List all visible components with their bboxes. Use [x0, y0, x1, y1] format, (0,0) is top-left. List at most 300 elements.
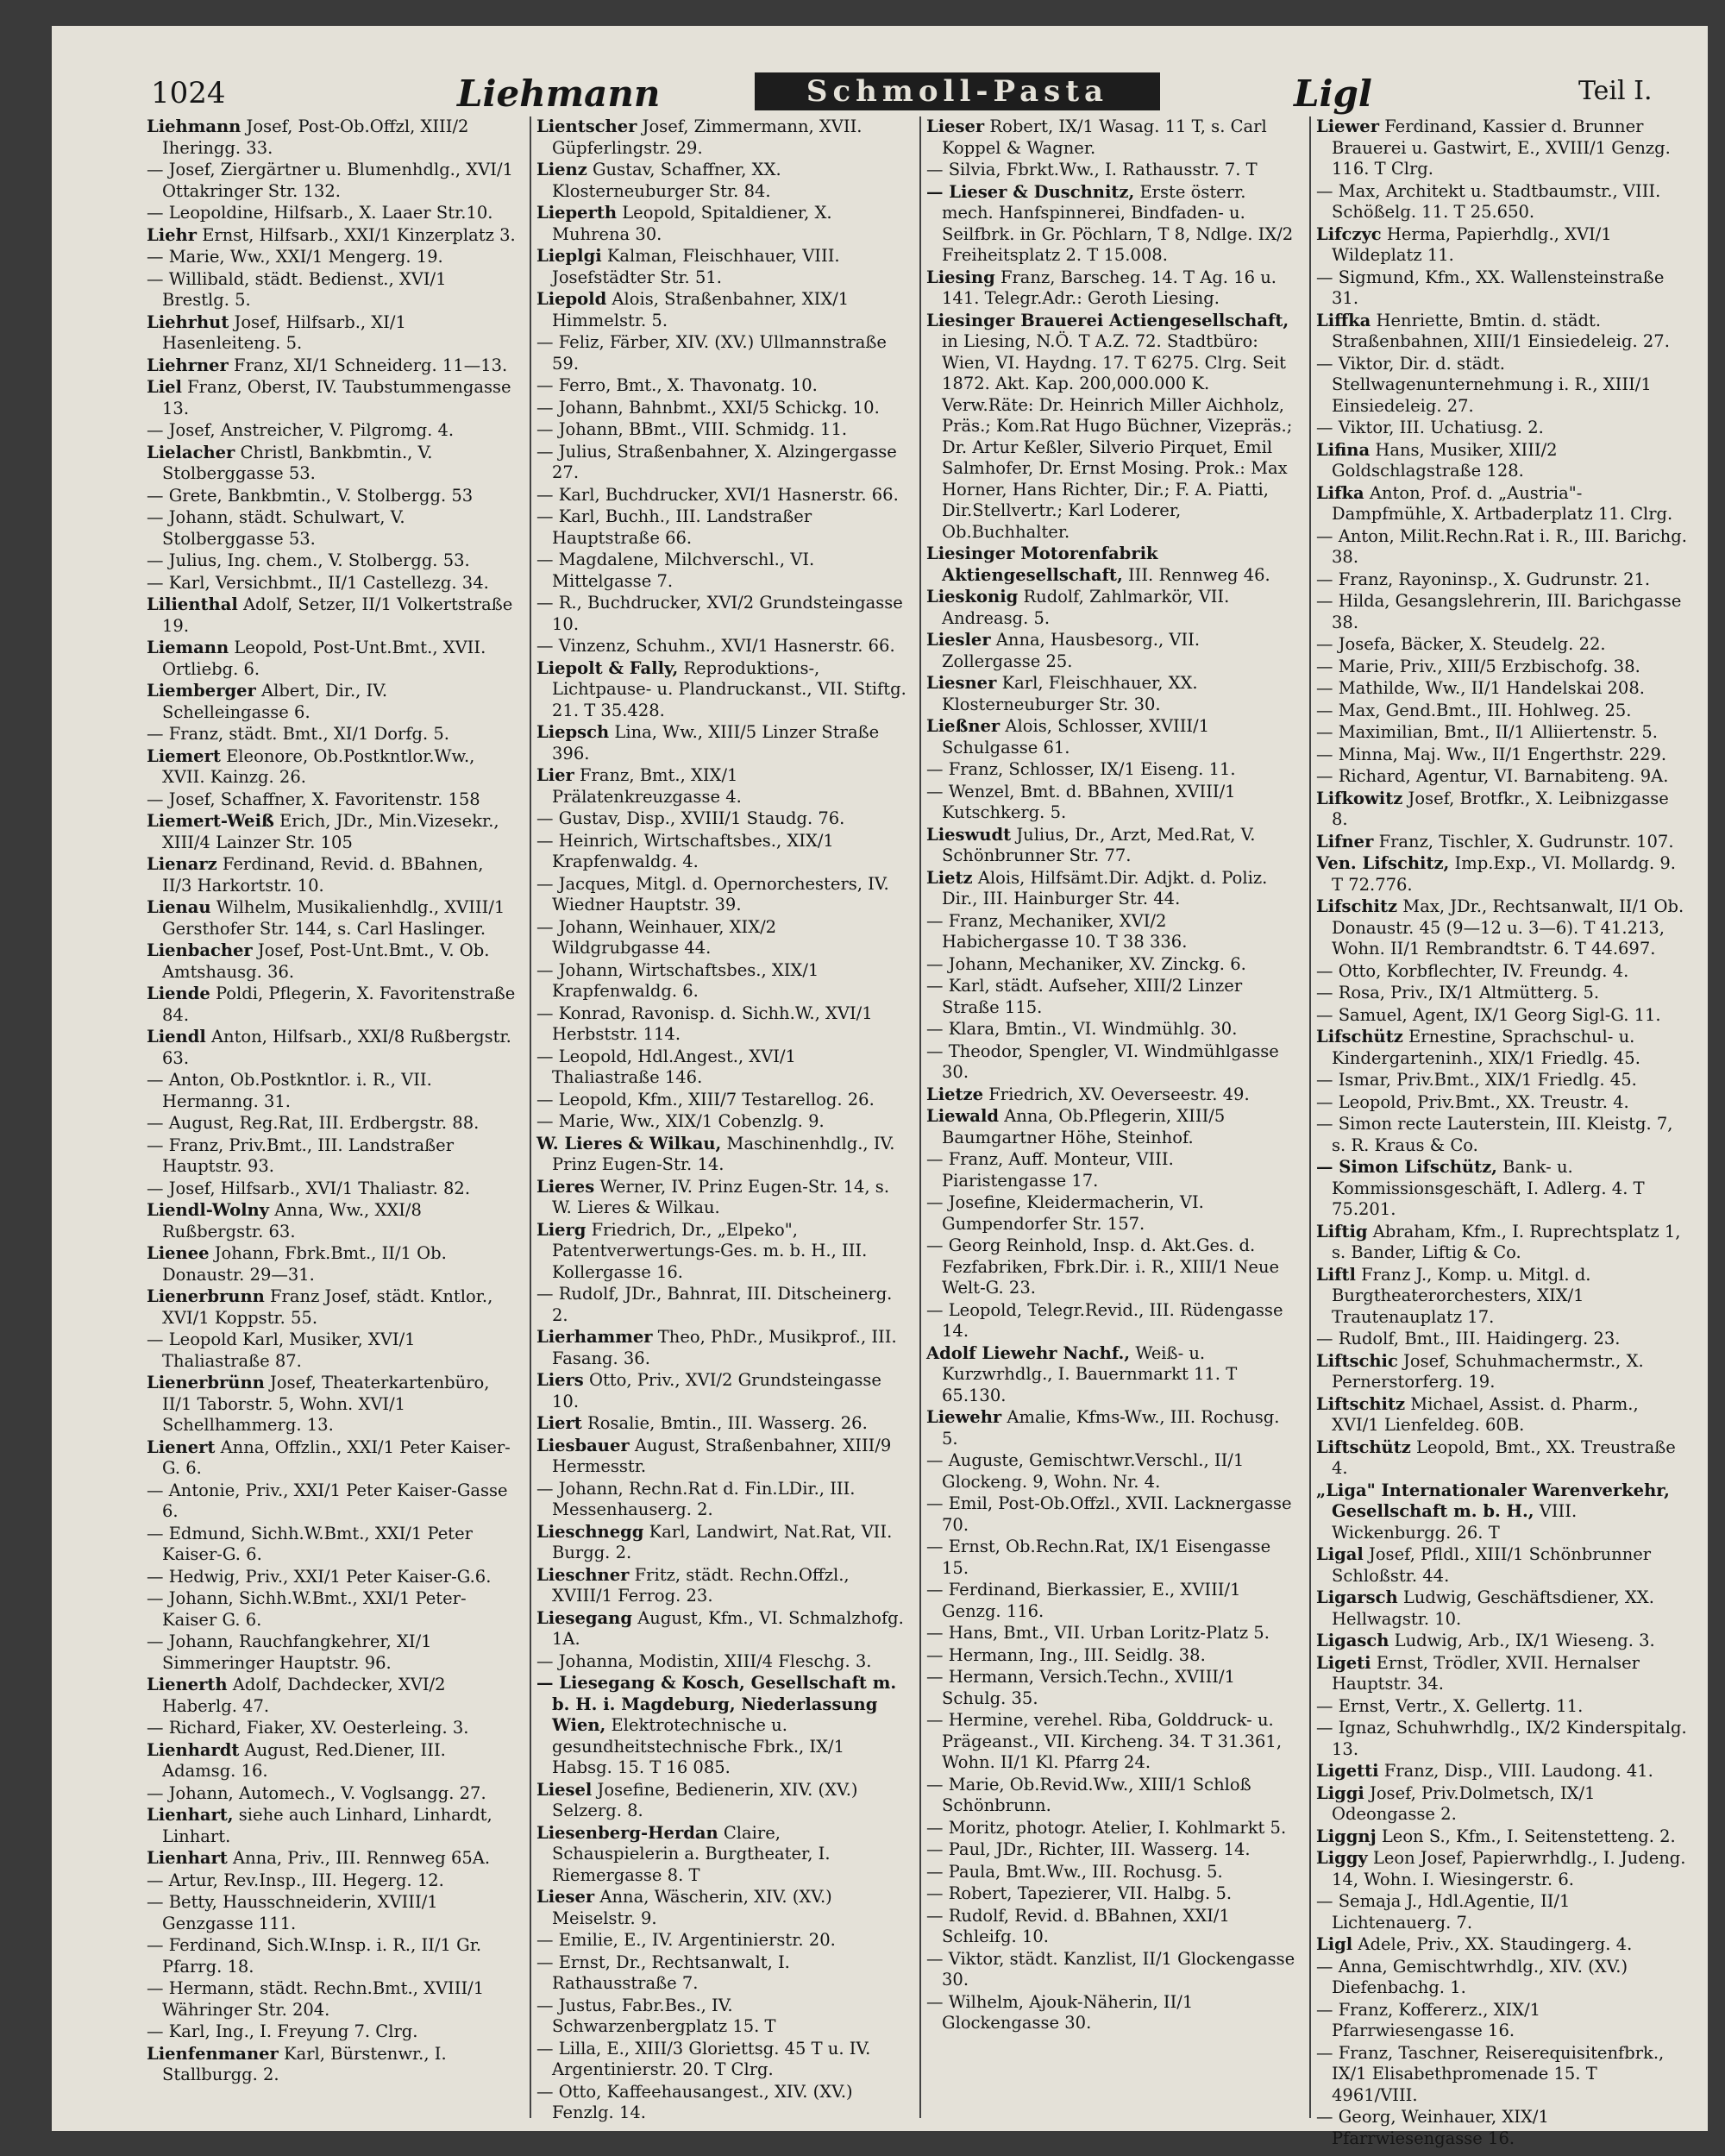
directory-entry	[147, 1524, 518, 1566]
entry-text: — Johann, Rechn.Rat d. Fin.LDir., III. Messenhauserg. 2.	[536, 1478, 856, 1519]
entry-name: Lier	[536, 765, 574, 785]
entry-text: Johann, Fbrk.Bmt., II/1 Ob. Donaustr. 29—31.	[162, 1243, 447, 1285]
directory-entry	[536, 1952, 907, 1995]
entry-text: — Josef, Schaffner, X. Favoritenstr. 158	[147, 789, 480, 809]
directory-entry	[1316, 1437, 1687, 1480]
column-divider	[1309, 116, 1311, 2118]
directory-entry	[536, 398, 907, 419]
right-running-head: Ligl	[1294, 72, 1372, 115]
entry-text: Henriette, Bmtin. d. städt. Straßenbahnen, XIII/1 Einsiedeleig. 27.	[1332, 310, 1670, 351]
directory-entry	[1316, 1718, 1687, 1760]
entry-text: — Silvia, Fbrkt.Ww., I. Rathausstr. 7. T	[926, 160, 1258, 179]
entry-text: — Johann, Bahnbmt., XXI/5 Schickg. 10.	[536, 397, 880, 418]
entry-text: Anna, Wäscherin, XIV. (XV.) Meiselstr. 9.	[552, 1887, 832, 1928]
directory-entry	[536, 1284, 907, 1326]
entry-text: Max, JDr., Rechtsanwalt, II/1 Ob. Donaustr. 45 (9—12 u. 3—6). T 41.213, Wohn. II/1 Rembrandtstr. 6. T 44.697.	[1332, 896, 1684, 959]
entry-text: — Marie, Priv., XIII/5 Erzbischofg. 38.	[1316, 656, 1640, 676]
entry-text: — Edmund, Sichh.W.Bmt., XXI/1 Peter Kaiser-G. 6.	[147, 1523, 473, 1564]
directory-entry	[147, 1588, 518, 1631]
entry-name: Liewehr	[926, 1407, 1002, 1427]
entry-text: August, Red.Diener, III. Adamsg. 16.	[162, 1739, 446, 1781]
entry-name: Liffka	[1316, 310, 1371, 330]
directory-entry	[147, 854, 518, 896]
entry-name: Liggi	[1316, 1782, 1364, 1803]
entry-text: Alois, Schlosser, XVIII/1 Schulgasse 61.	[942, 716, 1210, 757]
entry-text: Franz, Disp., VIII. Laudong. 41.	[1383, 1761, 1653, 1781]
entry-text: — Jacques, Mitgl. d. Opernorchesters, IV. Wiedner Hauptstr. 39.	[536, 873, 889, 915]
directory-entry	[1316, 1351, 1687, 1393]
entry-text: Poldi, Pflegerin, X. Favoritenstraße 84.	[162, 984, 516, 1025]
entry-text: — Karl, Buchdrucker, XVI/1 Hasnerstr. 66.	[536, 484, 899, 505]
entry-name: Lienhart	[147, 1848, 228, 1868]
entry-text: Josef, Priv.Dolmetsch, IX/1 Odeongasse 2.	[1332, 1782, 1596, 1824]
entry-name: — Lieser & Duschnitz,	[926, 181, 1135, 202]
entry-text: — Ismar, Priv.Bmt., XIX/1 Friedlg. 45.	[1316, 1070, 1637, 1090]
directory-entry	[926, 1493, 1297, 1536]
entry-name: Liemert	[147, 745, 221, 766]
directory-entry	[536, 1608, 907, 1650]
entry-name: Liepsch	[536, 722, 610, 742]
directory-entry	[147, 2021, 518, 2043]
directory-entry	[1316, 569, 1687, 591]
entry-text: — Viktor, Dir. d. städt. Stellwagenunternehmung i. R., XIII/1 Einsiedeleig. 27.	[1316, 353, 1652, 416]
directory-entry	[536, 1370, 907, 1412]
entry-name: Liert	[536, 1413, 582, 1433]
directory-entry	[926, 311, 1297, 544]
directory-entry	[147, 443, 518, 485]
directory-entry	[1316, 722, 1687, 744]
entry-text: Alois, Hilfsämt.Dir. Adjkt. d. Poliz. Dir., III. Hainburger Str. 44.	[942, 867, 1268, 908]
entry-text: — Josef, Ziergärtner u. Blumenhdlg., XVI/1 Ottakringer Str. 132.	[147, 160, 513, 201]
entry-text: — Karl, städt. Aufseher, XIII/2 Linzer Straße 115.	[926, 976, 1243, 1017]
entry-text: — Samuel, Agent, IX/1 Georg Sigl-G. 11.	[1316, 1004, 1661, 1025]
entry-text: Adolf, Setzer, II/1 Volkertstraße 19.	[162, 594, 513, 636]
entry-text: Erste österr. mech. Hanfspinnerei, Bindfaden- u. Seilfbrk. in Gr. Pöchlarn, T 8, Ndlge. IX/2 Freiheitsplatz 2. T 15.008.	[942, 181, 1294, 265]
directory-entry	[926, 182, 1297, 267]
directory-entry	[536, 442, 907, 484]
entry-text: Albert, Dir., IV. Schelleingasse 6.	[162, 681, 388, 722]
entry-text: — Johann, Sichh.W.Bmt., XXI/1 Peter-Kaiser G. 6.	[147, 1588, 467, 1630]
entry-text: — Leopoldine, Hilfsarb., X. Laaer Str.10.	[147, 203, 493, 223]
directory-entry	[926, 673, 1297, 715]
entry-name: Liggnj	[1316, 1826, 1377, 1846]
directory-entry	[1316, 701, 1687, 722]
entry-text: Anna, Hausbesorg., VII. Zollergasse 25.	[942, 630, 1201, 671]
entry-name: Liesenberg-Herdan	[536, 1822, 718, 1843]
directory-entry	[147, 1437, 518, 1480]
directory-entry	[1316, 1891, 1687, 1933]
entry-name: Ligeti	[1316, 1652, 1371, 1673]
directory-entry	[926, 1407, 1297, 1449]
entry-text: Franz, XI/1 Schneiderg. 11—13.	[234, 355, 508, 375]
entry-text: — Grete, Bankbmtin., V. Stolbergg. 53	[147, 485, 474, 506]
entry-name: Adolf Liewehr Nachf.,	[926, 1342, 1131, 1363]
directory-entry	[147, 638, 518, 680]
entry-text: — Johann, Weinhauer, XIX/2 Wildgrubgasse 44.	[536, 916, 777, 958]
directory-entry	[926, 782, 1297, 824]
entry-text: — Josefa, Bäcker, X. Steudelg. 22.	[1316, 634, 1606, 654]
entry-text: — Minna, Maj. Ww., II/1 Engerthstr. 229.	[1316, 744, 1667, 764]
entry-text: — Julius, Ing. chem., V. Stolbergg. 53.	[147, 550, 470, 570]
directory-entry	[147, 940, 518, 983]
entry-name: Liesner	[926, 673, 997, 693]
entry-text: — Willibald, städt. Bedienst., XVI/1 Brestlg. 5.	[147, 268, 447, 310]
entry-text: Anna, Offzlin., XXI/1 Peter Kaiser-G. 6.	[162, 1436, 511, 1478]
directory-entry	[147, 1329, 518, 1372]
entry-text: — Hermine, verehel. Riba, Golddruck- u. Prägeanst., VII. Kircheng. 34. T 31.361, Wohn. II/1 Kl. Pfarrg 24.	[926, 1710, 1283, 1772]
entry-text: Anton, Hilfsarb., XXI/8 Rußbergstr. 63.	[162, 1027, 511, 1068]
directory-entry	[926, 1906, 1297, 1948]
entry-text: siehe auch Linhard, Linhardt, Linhart.	[162, 1805, 492, 1846]
entry-text: Kalman, Fleischhauer, VIII. Josefstädter Str. 51.	[552, 246, 840, 287]
entry-text: — Josef, Hilfsarb., XVI/1 Thaliastr. 82.	[147, 1178, 471, 1198]
directory-entry	[147, 1631, 518, 1674]
directory-entry	[147, 1935, 518, 1977]
directory-entry	[536, 1651, 907, 1673]
entry-text: Rosalie, Bmtin., III. Wasserg. 26.	[587, 1413, 868, 1433]
entry-name: Lierg	[536, 1219, 586, 1240]
directory-entry	[536, 1177, 907, 1219]
directory-entry	[1316, 591, 1687, 633]
entry-name: Liesbauer	[536, 1435, 630, 1455]
entry-text: Ludwig, Geschäftsdiener, XX. Hellwagstr. 10.	[1332, 1587, 1654, 1629]
directory-entry	[926, 1839, 1297, 1861]
entry-text: — Hilda, Gesangslehrerin, III. Barichgasse 38.	[1316, 591, 1682, 632]
entry-text: — Hermann, Versich.Techn., XVIII/1 Schulg. 35.	[926, 1667, 1235, 1708]
directory-entry	[926, 759, 1297, 781]
entry-text: — Ernst, Vertr., X. Gellertg. 11.	[1316, 1695, 1584, 1716]
directory-entry	[536, 485, 907, 506]
directory-entry	[1316, 983, 1687, 1004]
entry-name: Lieperth	[536, 203, 618, 223]
entry-name: — Simon Lifschütz,	[1316, 1157, 1497, 1177]
entry-text: Josef, Theaterkartenbüro, II/1 Taborstr. 5, Wohn. XVI/1 Schellhammerg. 13.	[162, 1373, 490, 1435]
entry-text: III. Rennweg 46.	[1127, 564, 1270, 585]
entry-text: — Vinzenz, Schuhm., XVI/1 Hasnerstr. 66.	[536, 636, 895, 656]
directory-entry	[147, 1179, 518, 1200]
entry-text: Karl, Fleischhauer, XX. Klosterneuburger Str. 30.	[942, 673, 1198, 714]
directory-entry	[536, 1930, 907, 1952]
directory-entry	[1316, 1157, 1687, 1221]
entry-text: VIII. Wickenburgg. 26. T	[1332, 1501, 1578, 1543]
entry-text: Otto, Priv., XVI/2 Grundsteingasse 10.	[552, 1370, 881, 1411]
entry-name: Lienerbrünn	[147, 1373, 265, 1392]
entry-text: — Justus, Fabr.Bes., IV. Schwarzenbergplatz 15. T	[536, 1995, 776, 2036]
directory-entry	[1316, 1005, 1687, 1027]
entry-name: Lienhardt	[147, 1739, 240, 1760]
directory-entry	[1316, 1826, 1687, 1848]
entry-name: Lienarz	[147, 854, 217, 874]
directory-entry	[1316, 440, 1687, 482]
directory-entry	[1316, 1329, 1687, 1350]
entry-name: Lienert	[147, 1436, 216, 1457]
directory-entry	[147, 203, 518, 224]
directory-entry	[147, 789, 518, 811]
directory-entry	[926, 587, 1297, 629]
directory-entry	[926, 1537, 1297, 1579]
entry-name: Lieplgi	[536, 246, 602, 266]
directory-entry	[147, 377, 518, 419]
entry-text: Wilhelm, Musikalienhdlg., XVIII/1 Gersthofer Str. 144, s. Carl Haslinger.	[162, 897, 505, 939]
entry-text: — Magdalene, Milchverschl., VI. Mittelgasse 7.	[536, 550, 815, 591]
entry-text: Werner, IV. Prinz Eugen-Str. 14, s. W. Lieres & Wilkau.	[552, 1176, 890, 1217]
entry-text: — Heinrich, Wirtschaftsbes., XIX/1 Krapfenwaldg. 4.	[536, 830, 834, 871]
entry-name: Liemann	[147, 638, 229, 657]
entry-text: — Artur, Rev.Insp., III. Hegerg. 12.	[147, 1870, 444, 1890]
entry-text: — Klara, Bmtin., VI. Windmühlg. 30.	[926, 1019, 1238, 1039]
directory-entry	[1316, 1070, 1687, 1091]
entry-name: Liel	[147, 377, 182, 397]
entry-text: Claire, Schauspielerin a. Burgtheater, I. Riemergasse 8. T	[552, 1822, 831, 1885]
entry-text: — Leopold Karl, Musiker, XVI/1 Thaliastraße 87.	[147, 1329, 416, 1371]
entry-text: Lina, Ww., XIII/5 Linzer Straße 396.	[552, 722, 880, 764]
directory-entry	[1316, 766, 1687, 788]
directory-entry	[147, 594, 518, 637]
entry-text: — Franz, Schlosser, IX/1 Eiseng. 11.	[926, 759, 1236, 779]
entry-text: — Karl, Versichbmt., II/1 Castellezg. 34.	[147, 572, 489, 593]
entry-text: — Julius, Straßenbahner, X. Alzingergasse 27.	[536, 441, 897, 482]
directory-entry	[1316, 1848, 1687, 1890]
directory-entry	[926, 1235, 1297, 1299]
entry-text: — Marie, Ww., XXI/1 Mengerg. 19.	[147, 247, 443, 267]
directory-entry	[147, 1480, 518, 1523]
entry-text: — Hans, Bmt., VII. Urban Loritz-Platz 5.	[926, 1623, 1270, 1643]
entry-name: Liftig	[1316, 1221, 1368, 1241]
directory-entry	[147, 1718, 518, 1739]
entry-text: Leopold, Post-Unt.Bmt., XVII. Ortliebg. 6.	[162, 638, 486, 679]
directory-entry	[536, 1780, 907, 1822]
entry-text: — Otto, Korbflechter, IV. Freundg. 4.	[1316, 960, 1629, 981]
entry-text: Robert, IX/1 Wasag. 11 T, s. Carl Koppel & Wagner.	[942, 116, 1267, 158]
directory-page	[52, 26, 1708, 2148]
entry-name: Liftschütz	[1316, 1436, 1411, 1457]
column-3	[926, 116, 1297, 2118]
directory-entry	[147, 1027, 518, 1069]
entry-text: Theo, PhDr., Musikprof., III. Fasang. 36.	[552, 1327, 897, 1368]
directory-entry	[536, 874, 907, 916]
entry-name: Liepolt & Fally,	[536, 657, 679, 678]
entry-text: Franz Josef, städt. Kntlor., XVI/1 Koppstr. 55.	[162, 1286, 493, 1328]
column-1	[147, 116, 518, 2118]
directory-entry	[1316, 311, 1687, 353]
directory-entry	[1316, 1265, 1687, 1329]
directory-entry	[147, 1135, 518, 1178]
directory-entry	[536, 1522, 907, 1564]
entry-text: Josef, Pfldl., XIII/1 Schönbrunner Schloßstr. 44.	[1332, 1544, 1652, 1586]
directory-entry	[536, 1673, 907, 1779]
entry-name: Lietz	[926, 867, 973, 888]
directory-entry	[147, 420, 518, 442]
entry-name: Lientscher	[536, 116, 637, 136]
entry-text: Michael, Assist. d. Pharm., XVI/1 Lienfeldeg. 60B.	[1332, 1393, 1639, 1435]
directory-entry	[1316, 181, 1687, 223]
entry-text: — Hermann, Ing., III. Seidlg. 38.	[926, 1644, 1206, 1665]
directory-entry	[926, 1710, 1297, 1774]
entry-text: — Emilie, E., IV. Argentinierstr. 20.	[536, 1930, 836, 1950]
directory-entry	[536, 419, 907, 441]
page-header	[52, 52, 1708, 115]
directory-entry	[147, 1848, 518, 1870]
directory-entry	[1316, 2000, 1687, 2042]
entry-text: — Wilhelm, Ajouk-Näherin, II/1 Glockengasse 30.	[926, 1991, 1194, 2033]
entry-text: Leopold, Spitaldiener, X. Muhrena 30.	[552, 203, 832, 244]
entry-name: Lietze	[926, 1084, 984, 1104]
entry-text: — Robert, Tapezierer, VII. Halbg. 5.	[926, 1883, 1233, 1903]
entry-text: Leopold, Bmt., XX. Treustraße 4.	[1332, 1436, 1676, 1478]
entry-name: Liende	[147, 984, 210, 1003]
entry-text: Josef, Brotfkr., X. Leibnizgasse 8.	[1332, 788, 1669, 829]
directory-entry	[536, 2082, 907, 2124]
directory-entry	[147, 2044, 518, 2086]
columns-area	[147, 116, 1716, 2148]
entry-text: — Karl, Ing., I. Freyung 7. Clrg.	[147, 2021, 418, 2041]
directory-entry	[1316, 1222, 1687, 1264]
directory-entry	[926, 1019, 1297, 1040]
directory-entry	[536, 917, 907, 959]
entry-text: Eleonore, Ob.Postkntlor.Ww., XVII. Kainzg. 26.	[162, 745, 475, 787]
directory-entry	[1316, 1587, 1687, 1630]
directory-entry	[926, 1645, 1297, 1667]
entry-text: Josef, Schuhmachermstr., X. Pernerstorferg. 19.	[1332, 1350, 1644, 1392]
entry-name: Liemert-Weiß	[147, 811, 274, 831]
entry-text: Anton, Prof. d. „Austria"-Dampfmühle, X. Artbaderplatz 11. Clrg.	[1332, 482, 1673, 524]
directory-entry	[536, 593, 907, 635]
entry-name: Ligl	[1316, 1934, 1353, 1954]
entry-name: Lifina	[1316, 439, 1371, 460]
entry-text: — Maximilian, Bmt., II/1 Alliiertenstr. 5.	[1316, 722, 1658, 742]
directory-entry	[1316, 224, 1687, 267]
entry-name: Lieres	[536, 1176, 595, 1197]
entry-text: — Franz, Rayoninsp., X. Gudrunstr. 21.	[1316, 569, 1651, 589]
entry-name: Lienbacher	[147, 940, 253, 960]
entry-text: — Mathilde, Ww., II/1 Handelskai 208.	[1316, 678, 1645, 698]
entry-text: — Leopold, Priv.Bmt., XX. Treustr. 4.	[1316, 1091, 1629, 1112]
entry-text: — Wenzel, Bmt. d. BBahnen, XVIII/1 Kutschkerg. 5.	[926, 781, 1236, 822]
directory-entry	[1316, 1092, 1687, 1114]
entry-text: Erich, JDr., Min.Vizesekr., XIII/4 Lainzer Str. 105	[162, 811, 499, 852]
directory-entry	[147, 1286, 518, 1329]
directory-entry	[147, 247, 518, 268]
entry-text: — Johann, BBmt., VIII. Schmidg. 11.	[536, 419, 848, 439]
directory-entry	[926, 1084, 1297, 1106]
entry-text: — Viktor, III. Uchatiusg. 2.	[1316, 418, 1544, 437]
directory-entry	[536, 116, 907, 159]
directory-entry	[1316, 526, 1687, 569]
directory-entry	[926, 976, 1297, 1018]
entry-text: — Max, Gend.Bmt., III. Hohlweg. 25.	[1316, 700, 1632, 720]
entry-text: Fritz, städt. Rechn.Offzl., XVIII/1 Ferrog. 23.	[552, 1564, 850, 1606]
entry-name: Lifschütz	[1316, 1027, 1403, 1047]
entry-name: Liesinger Brauerei Actiengesellschaft,	[926, 310, 1289, 330]
entry-text: — Anton, Ob.Postkntlor. i. R., VII. Hermanng. 31.	[147, 1070, 432, 1111]
directory-entry	[926, 544, 1297, 586]
entry-name: Ligarsch	[1316, 1587, 1398, 1607]
directory-entry	[147, 724, 518, 745]
directory-entry	[536, 1047, 907, 1089]
entry-text: — Johann, Rauchfangkehrer, XI/1 Simmeringer Hauptstr. 96.	[147, 1631, 432, 1673]
entry-text: — Ferdinand, Bierkassier, E., XVIII/1 Genzg. 116.	[926, 1580, 1241, 1621]
entry-text: Bank- u. Kommissionsgeschäft, I. Adlerg. 4. T 75.201.	[1332, 1157, 1645, 1219]
directory-entry	[1316, 1544, 1687, 1587]
entry-name: Lilienthal	[147, 594, 238, 614]
directory-entry	[1316, 1783, 1687, 1826]
directory-entry	[926, 1883, 1297, 1905]
directory-entry	[536, 636, 907, 657]
entry-text: — Auguste, Gemischtwr.Verschl., II/1 Glockeng. 9, Wohn. Nr. 4.	[926, 1450, 1245, 1492]
entry-name: Lieser	[536, 1887, 595, 1907]
entry-name: Lienhart,	[147, 1805, 234, 1825]
entry-text: — Moritz, photogr. Atelier, I. Kohlmarkt 5.	[926, 1817, 1287, 1838]
entry-text: — Karl, Buchh., III. Landstraßer Hauptstraße 66.	[536, 506, 812, 548]
entry-text: — Franz, Auff. Monteur, VIII. Piaristengasse 17.	[926, 1149, 1174, 1191]
entry-text: — Johanna, Modistin, XIII/4 Fleschg. 3.	[536, 1650, 872, 1671]
entry-text: August, Straßenbahner, XIII/9 Hermesstr.	[552, 1435, 892, 1476]
entry-name: Liehmann	[147, 116, 242, 136]
entry-name: Liesing	[926, 267, 995, 287]
directory-entry	[926, 1623, 1297, 1644]
entry-text: — Rudolf, JDr., Bahnrat, III. Ditscheinerg. 2.	[536, 1284, 893, 1325]
publisher-banner: Schmoll-Pasta	[755, 72, 1160, 110]
entry-text: Adolf, Dachdecker, XVI/2 Haberlg. 47.	[162, 1675, 446, 1716]
entry-name: Lielacher	[147, 442, 235, 462]
directory-entry	[1316, 2043, 1687, 2107]
entry-name: Lieser	[926, 116, 985, 136]
directory-entry	[536, 203, 907, 245]
entry-text: — Rudolf, Revid. d. BBahnen, XXI/1 Schleifg. 10.	[926, 1905, 1230, 1946]
directory-entry	[1316, 1394, 1687, 1436]
entry-name: Ligetti	[1316, 1761, 1379, 1781]
entry-text: Franz, Oberst, IV. Taubstummengasse 13.	[162, 377, 511, 418]
entry-name: Liemberger	[147, 681, 256, 701]
entry-name: Lifschitz	[1316, 896, 1398, 916]
directory-entry	[536, 1436, 907, 1478]
part-label: Teil I.	[1578, 76, 1653, 106]
directory-entry	[536, 1003, 907, 1046]
entry-name: — Liesegang & Kosch, Gesellschaft m. b. H. i. Magdeburg, Niederlassung Wien,	[536, 1673, 897, 1735]
directory-entry	[147, 1373, 518, 1436]
directory-entry	[926, 1667, 1297, 1709]
entry-text: — Ernst, Ob.Rechn.Rat, IX/1 Eisengasse 15.	[926, 1537, 1271, 1578]
entry-text: Franz, Tischler, X. Gudrunstr. 107.	[1378, 831, 1674, 852]
entry-name: Ligal	[1316, 1544, 1364, 1564]
directory-entry	[536, 960, 907, 1003]
directory-entry	[926, 1818, 1297, 1839]
directory-entry	[536, 1327, 907, 1369]
entry-name: Lienerth	[147, 1675, 228, 1694]
entry-name: Ließner	[926, 716, 1000, 736]
entry-name: Liendl	[147, 1027, 206, 1047]
entry-name: Liesler	[926, 630, 991, 650]
directory-entry	[926, 630, 1297, 672]
directory-entry	[926, 1450, 1297, 1493]
directory-entry	[536, 246, 907, 288]
entry-text: — Konrad, Ravonisp. d. Sichh.W., XVI/1 Herbststr. 114.	[536, 1003, 873, 1044]
directory-entry	[536, 1111, 907, 1133]
directory-entry	[147, 1783, 518, 1805]
entry-name: Lienerbrunn	[147, 1286, 265, 1306]
entry-name: Lienz	[536, 160, 587, 179]
entry-text: Josef, Zimmermann, XVII. Güpferlingstr. 29.	[552, 116, 862, 158]
entry-text: — Theodor, Spengler, VI. Windmühlgasse 30.	[926, 1040, 1279, 1082]
entry-text: — Johann, städt. Schulwart, V. Stolberggasse 53.	[147, 507, 405, 549]
entry-text: — Otto, Kaffeehausangest., XIV. (XV.) Fenzlg. 14.	[536, 2081, 853, 2122]
entry-text: Josef, Post-Ob.Offzl, XIII/2 Iheringg. 33.	[162, 116, 469, 158]
directory-entry	[147, 1805, 518, 1847]
entry-name: Liftl	[1316, 1264, 1356, 1285]
directory-entry	[1316, 1761, 1687, 1782]
entry-text: — Ernst, Dr., Rechtsanwalt, I. Rathausstraße 7.	[536, 1952, 790, 1993]
entry-text: Ernst, Hilfsarb., XXI/1 Kinzerplatz 3.	[202, 224, 516, 245]
